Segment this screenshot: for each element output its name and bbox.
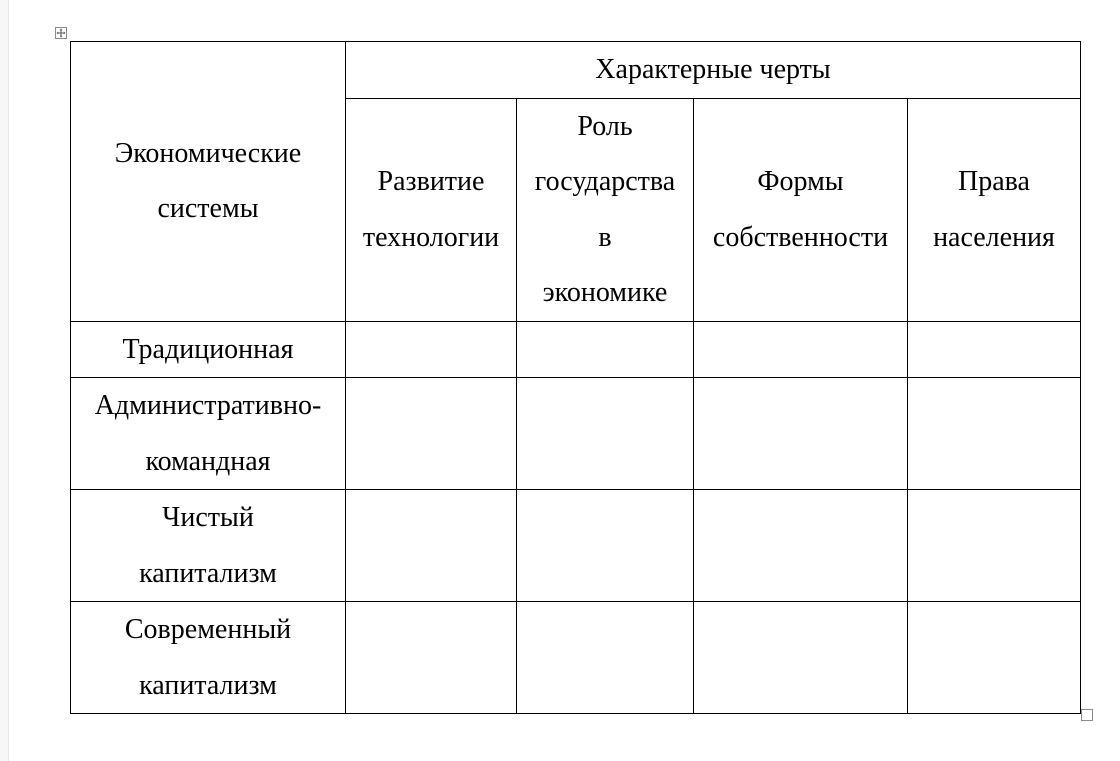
header-line: Экономические xyxy=(114,137,302,169)
row-label-line: капитализм xyxy=(139,669,277,701)
table-cell[interactable] xyxy=(908,378,1081,490)
header-line: системы xyxy=(157,193,259,225)
table-cell[interactable] xyxy=(517,602,694,714)
table-cell[interactable] xyxy=(694,378,908,490)
header-line: в xyxy=(598,221,612,253)
header-line: государства xyxy=(534,166,676,197)
row-label-line: Традиционная xyxy=(122,333,294,365)
row-label-pure-capitalism[interactable] xyxy=(71,490,346,602)
header-line: экономике xyxy=(542,277,668,308)
move-arrows-icon xyxy=(56,28,66,38)
header-line: Развитие xyxy=(377,166,485,197)
header-line: Права xyxy=(958,166,1030,197)
header-economic-systems[interactable] xyxy=(71,42,346,322)
header-line: собственности xyxy=(712,221,889,253)
table-cell[interactable] xyxy=(908,490,1081,602)
header-line: Формы xyxy=(757,166,844,197)
row-label-line: Современный xyxy=(124,614,292,645)
table-cell[interactable] xyxy=(346,321,517,378)
table-cell[interactable] xyxy=(908,602,1081,714)
header-population-rights[interactable] xyxy=(908,98,1081,321)
row-label-command[interactable] xyxy=(71,378,346,490)
row-label-traditional[interactable] xyxy=(71,321,346,378)
header-state-role[interactable] xyxy=(517,98,694,321)
table-cell[interactable] xyxy=(694,490,908,602)
row-label-line: командная xyxy=(145,445,271,477)
row-label-line: Административно- xyxy=(94,390,322,421)
table-resize-handle-icon[interactable] xyxy=(1081,709,1093,721)
table-cell[interactable] xyxy=(694,321,908,378)
economic-systems-table xyxy=(70,41,1081,714)
table-cell[interactable] xyxy=(517,490,694,602)
row-label-line: Чистый xyxy=(162,502,254,533)
row-label-line: капитализм xyxy=(139,557,277,589)
table-row-pure-capitalism xyxy=(71,490,1081,602)
header-technology-development[interactable] xyxy=(346,98,517,321)
table-cell[interactable] xyxy=(908,321,1081,378)
table-row-traditional xyxy=(71,321,1081,378)
header-line: населения xyxy=(933,221,1055,253)
header-ownership-forms[interactable] xyxy=(694,98,908,321)
table-cell[interactable] xyxy=(694,602,908,714)
table-cell[interactable] xyxy=(517,378,694,490)
table-cell[interactable] xyxy=(346,602,517,714)
row-label-modern-capitalism[interactable] xyxy=(71,602,346,714)
table-row-command xyxy=(71,378,1081,490)
page-left-margin xyxy=(0,0,9,761)
header-line: Характерные черты xyxy=(595,54,831,85)
table-row-modern-capitalism xyxy=(71,602,1081,714)
table-cell[interactable] xyxy=(517,321,694,378)
header-line: технологии xyxy=(362,221,500,253)
table-cell[interactable] xyxy=(346,490,517,602)
header-row-1 xyxy=(71,42,1081,99)
table-move-handle-icon[interactable] xyxy=(55,27,67,39)
header-line: Роль xyxy=(577,110,633,142)
header-characteristic-features[interactable] xyxy=(346,42,1081,99)
table-cell[interactable] xyxy=(346,378,517,490)
